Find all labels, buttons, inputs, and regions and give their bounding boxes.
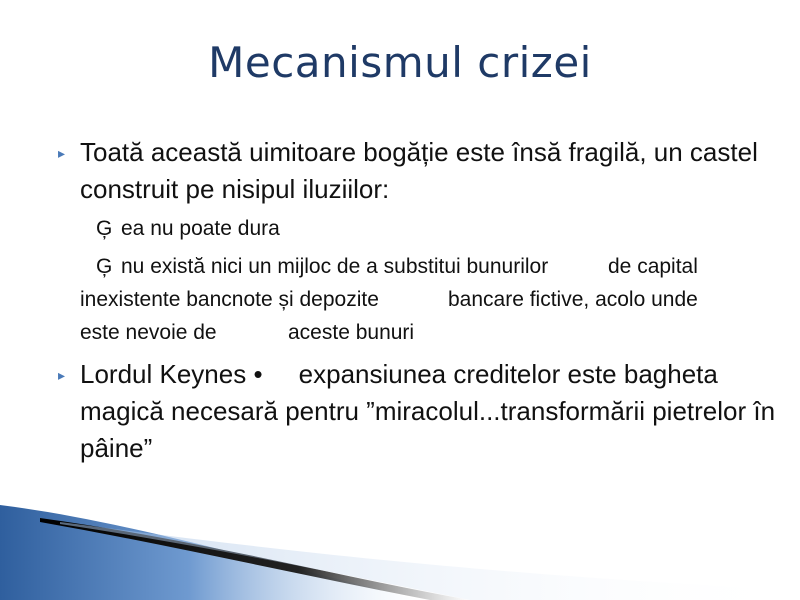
bullet-2-line-2: magică necesară pentru ”miracolul...transformării pietrelor în [80,396,776,426]
subitem-2-line-1a: nu există nici un mijloc de a substitui bunurilor [121,255,549,278]
bullet-2-line-3: pâine” [80,433,153,463]
subitem-2-line-2b: bancare fictive, acolo unde [448,288,698,311]
bullet-1-line-2: construit pe nisipul iluziilor: [80,174,390,204]
subitem-2-glyph: Ģ [96,255,113,278]
slide-title: Mecanismul crizei [208,38,592,87]
subitem-1-text: ea nu poate dura [121,217,280,240]
bullet-2-line-1: Lordul Keynes • expansiunea creditelor este bagheta [80,359,718,389]
bullet-arrow-icon: ▸ [58,146,66,162]
subitem-2-line-3b: aceste bunuri [288,321,415,344]
subitem-2-line-2a: inexistente bancnote și depozite [80,288,379,311]
subitem-1-glyph: Ģ [96,217,113,240]
subitem-2-line-3a: este nevoie de [80,321,217,344]
bullet-1-line-1: Toată această uimitoare bogăție este însă fragilă, un castel [80,137,758,167]
bullet-arrow-icon: ▸ [58,368,66,384]
subitem-2-line-1b: de capital [608,255,698,278]
